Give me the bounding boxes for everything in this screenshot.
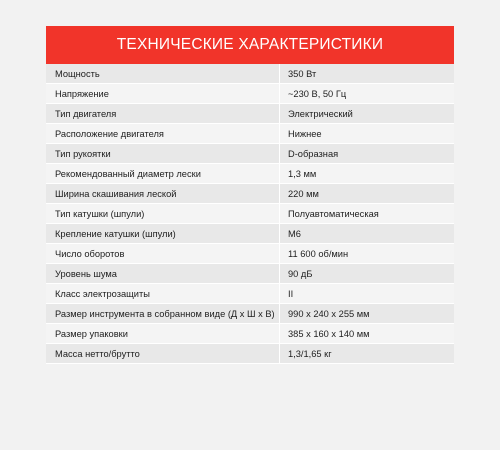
spec-name: Крепление катушки (шпули) — [46, 224, 280, 243]
spec-row — [46, 184, 454, 204]
spec-row — [46, 144, 454, 164]
spec-value: II — [288, 288, 294, 299]
spec-name: Напряжение — [46, 84, 280, 103]
spec-row — [46, 244, 454, 264]
spec-name: Тип двигателя — [46, 104, 280, 123]
spec-name: Рекомендованный диаметр лески — [46, 164, 280, 183]
spec-row — [46, 64, 454, 84]
spec-name: Тип катушки (шпули) — [46, 204, 280, 223]
spec-value: M6 — [288, 228, 301, 239]
spec-value: Полуавтоматическая — [288, 208, 379, 219]
specs-table — [46, 64, 454, 364]
spec-row — [46, 104, 454, 124]
spec-value: 1,3/1,65 кг — [288, 348, 332, 359]
spec-value: 385 х 160 х 140 мм — [288, 328, 370, 339]
spec-name: Уровень шума — [46, 264, 280, 283]
spec-row — [46, 84, 454, 104]
spec-value: Нижнее — [288, 128, 322, 139]
specs-title: ТЕХНИЧЕСКИЕ ХАРАКТЕРИСТИКИ — [116, 36, 384, 53]
spec-name: Ширина скашивания леской — [46, 184, 280, 203]
spec-value: Электрический — [288, 108, 353, 119]
spec-value: 990 х 240 х 255 мм — [288, 308, 370, 319]
spec-name: Тип рукоятки — [46, 144, 280, 163]
spec-row — [46, 264, 454, 284]
spec-row — [46, 324, 454, 344]
spec-name: Класс электрозащиты — [46, 284, 280, 303]
spec-row — [46, 304, 454, 324]
spec-value: ~230 В, 50 Гц — [288, 88, 347, 99]
spec-value: 11 600 об/мин — [288, 248, 349, 259]
spec-row — [46, 204, 454, 224]
spec-name: Размер инструмента в собранном виде (Д х Ш х В) — [46, 304, 280, 323]
spec-name: Мощность — [46, 64, 280, 83]
spec-row — [46, 344, 454, 364]
spec-name: Масса нетто/брутто — [46, 344, 280, 363]
spec-value: 1,3 мм — [288, 168, 317, 179]
spec-row — [46, 164, 454, 184]
spec-row — [46, 124, 454, 144]
spec-value: 220 мм — [288, 188, 319, 199]
spec-name: Расположение двигателя — [46, 124, 280, 143]
spec-value: 90 дБ — [288, 268, 313, 279]
spec-name: Число оборотов — [46, 244, 280, 263]
spec-name: Размер упаковки — [46, 324, 280, 343]
specs-header — [46, 26, 454, 64]
spec-row — [46, 224, 454, 244]
spec-value: D-образная — [288, 148, 339, 159]
spec-value: 350 Вт — [288, 68, 317, 79]
spec-row — [46, 284, 454, 304]
